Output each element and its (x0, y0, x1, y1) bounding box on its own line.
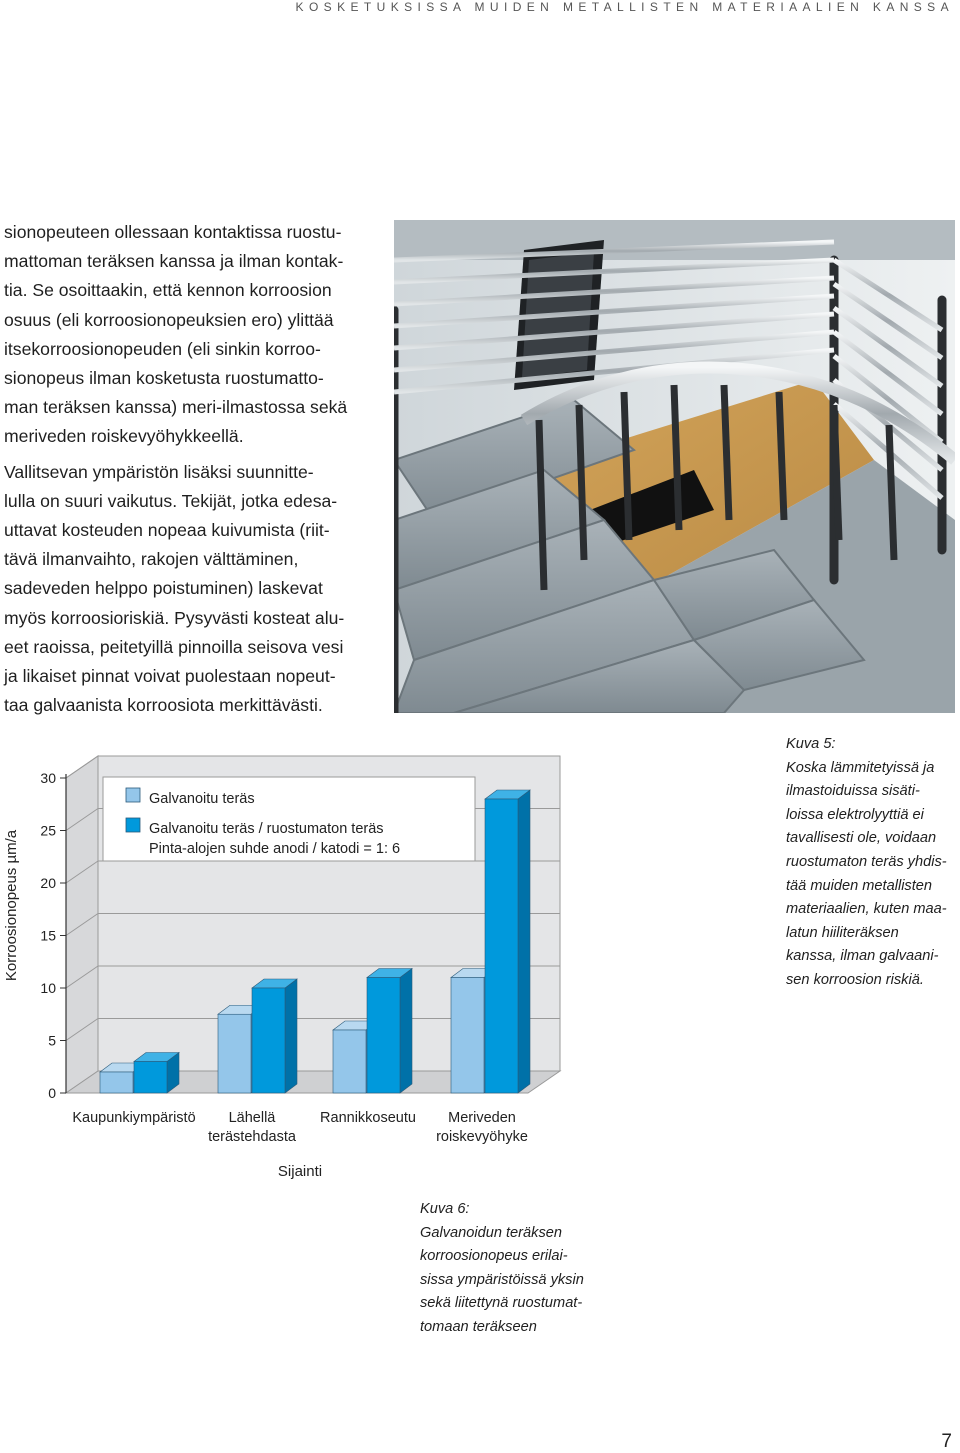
y-tick-label: 0 (48, 1085, 56, 1101)
figure6-caption-label: Kuva 6: (420, 1201, 470, 1217)
paragraph-2 (4, 458, 366, 721)
bar (218, 1014, 251, 1093)
body-text-line: osuus (eli korroosionopeuksien ero) ylittää (4, 309, 334, 330)
legend-swatch-dark (126, 818, 140, 832)
figure5-caption-line: tää muiden metallisten (786, 877, 933, 894)
figure5-caption-line: Koska lämmitetyissä ja (786, 759, 935, 776)
bar (252, 988, 285, 1093)
body-text-line: meriveden roiskevyöhykkeellä. (4, 426, 244, 447)
legend-swatch-light (126, 788, 140, 802)
body-text-line: mattoman teräksen kanssa ja ilman kontak- (4, 251, 344, 272)
figure5-caption-label: Kuva 5: (786, 736, 836, 752)
body-text-line: Vallitsevan ympäristön lisäksi suunnitte- (4, 461, 314, 482)
body-text-line: itsekorroosionopeuden (eli sinkin korroo- (4, 338, 321, 359)
figure6-caption (420, 1198, 584, 1340)
body-text-line: eet raoissa, peitetyillä pinnoilla seisova vesi (4, 636, 344, 657)
x-axis-label: Sijainti (277, 1163, 323, 1180)
y-tick-label: 20 (40, 875, 56, 891)
y-tick-label: 30 (40, 770, 56, 786)
bar-side (285, 979, 297, 1093)
y-tick-label: 10 (40, 980, 56, 996)
body-text-line: tävä ilmanvaihto, rakojen välttäminen, (4, 549, 299, 570)
x-category-label: terästehdasta (208, 1129, 296, 1145)
figure5-caption-line: latun hiiliteräksen (786, 924, 899, 941)
body-text-line: man teräksen kanssa) meri-ilmastossa sekä (4, 397, 348, 418)
figure6-caption-line: sissa ympäristöissä yksin (420, 1271, 584, 1288)
corrosion-rate-bar-chart (0, 740, 760, 1200)
x-category-label: Kaupunkiympäristö (72, 1110, 196, 1126)
x-category-label: Meriveden (448, 1110, 516, 1126)
y-tick-label: 25 (40, 822, 56, 839)
figure5-caption (786, 733, 947, 993)
bar (367, 978, 400, 1094)
body-text-line: myös korroosioriskiä. Pysyvästi kosteat alu- (4, 607, 345, 628)
body-text-line: sionopeuteen ollessaan kontaktissa ruostu- (4, 222, 342, 242)
page-number: 7 (941, 1431, 952, 1452)
bar (134, 1062, 167, 1094)
y-tick-label: 5 (48, 1032, 56, 1049)
legend-note: Pinta-alojen suhde anodi / katodi = 1: 6 (149, 841, 401, 857)
paragraph-1 (4, 218, 366, 452)
y-tick-label: 15 (40, 927, 56, 944)
figure5-caption-line: sen korroosion riskiä. (786, 971, 924, 988)
y-axis-label: Korroosionopeus µm/a (3, 829, 20, 982)
body-text-line: taa galvaanista korroosiota merkittävästi. (4, 695, 323, 716)
figure5-caption-line: tavallisesti ole, voidaan (786, 830, 937, 847)
bar (485, 799, 518, 1093)
x-category-label: Rannikkoseutu (320, 1110, 416, 1126)
bar (333, 1030, 366, 1093)
figure5-caption-line: loissa elektrolyyttiä ei (786, 806, 924, 823)
legend-label: Galvanoitu teräs / ruostumaton teräs (149, 821, 384, 837)
body-text-line: uttavat kosteuden nopeaa kuivumista (riit- (4, 520, 330, 541)
bar-side (518, 790, 530, 1093)
body-text-line: ja likaiset pinnat voivat puolestaan nopeut- (4, 666, 336, 687)
body-text-line: sadeveden helppo poistuminen) laskevat (4, 578, 323, 599)
bar (451, 978, 484, 1094)
staircase-photo (394, 220, 955, 713)
body-text-line: tia. Se osoittaakin, että kennon korroosion (4, 280, 332, 301)
corrosion-chart (0, 740, 760, 1200)
bar-side (400, 969, 412, 1094)
figure6-caption-line: sekä liitettynä ruostumat- (420, 1295, 583, 1312)
legend-label: Galvanoitu teräs (149, 791, 255, 807)
body-text-line: sionopeus ilman kosketusta ruostumatto- (4, 368, 324, 389)
x-category-label: Lähellä (228, 1110, 276, 1126)
figure6-caption-line: tomaan teräkseen (420, 1318, 537, 1335)
x-category-label: roiskevyöhyke (436, 1129, 528, 1145)
staircase-illustration (394, 220, 955, 713)
figure5-caption-line: ruostumaton teräs yhdis- (786, 853, 947, 870)
figure5-caption-line: materiaalien, kuten maa- (786, 901, 947, 918)
figure6-caption-line: korroosionopeus erilai- (420, 1248, 568, 1265)
body-text-line: lulla on suuri vaikutus. Tekijät, jotka edesa- (4, 490, 338, 511)
bar (100, 1072, 133, 1093)
running-header: KOSKETUKSISSA MUIDEN METALLISTEN MATERIAALIEN KANSSA (295, 0, 954, 14)
figure6-caption-line: Galvanoidun teräksen (420, 1224, 562, 1241)
figure5-caption-line: ilmastoiduissa sisäti- (786, 783, 920, 800)
figure5-caption-line: kanssa, ilman galvaani- (786, 948, 939, 965)
body-text (4, 218, 366, 720)
